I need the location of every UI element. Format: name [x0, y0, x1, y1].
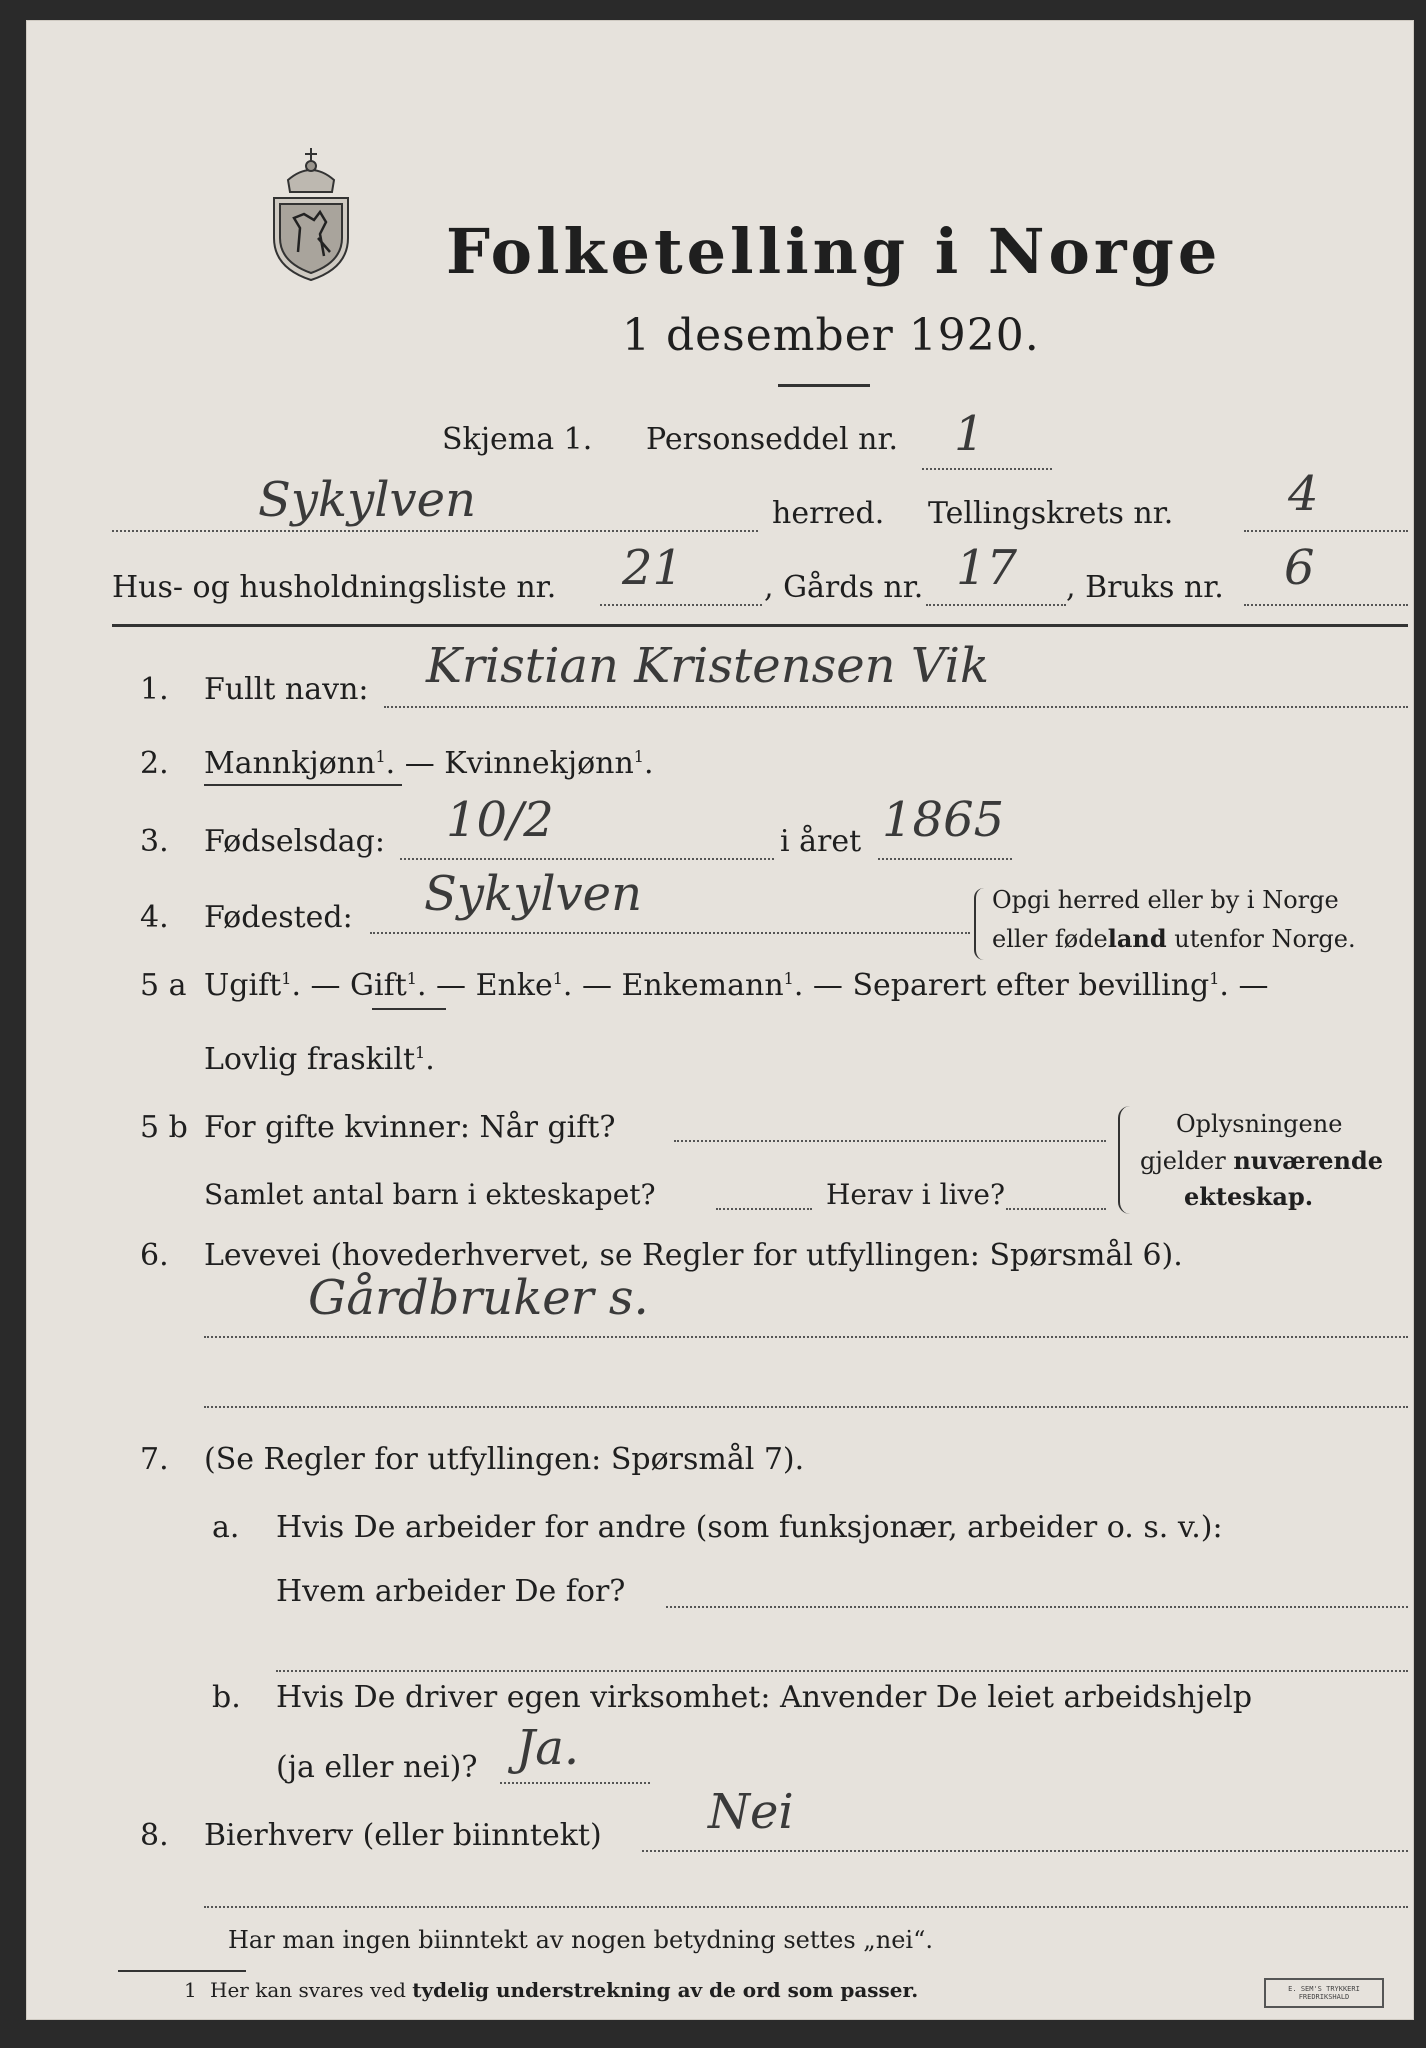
- herred-field: [112, 530, 758, 532]
- herred-value: Sykylven: [258, 472, 476, 528]
- q4-note-line2: [992, 924, 1356, 953]
- header-rule: [112, 624, 1408, 627]
- census-date: 1 desember 1920.: [622, 310, 1040, 361]
- q5b-note2a: gjelder: [1140, 1147, 1234, 1175]
- q8-field2: [204, 1906, 1408, 1908]
- personseddel-field: [922, 468, 1052, 470]
- personseddel-label: Personseddel nr.: [646, 422, 899, 457]
- q3-year-label: i året: [780, 824, 862, 859]
- q5b-field3: [1006, 1208, 1106, 1210]
- census-form-page: [26, 20, 1414, 2020]
- q7b-letter: b.: [212, 1680, 241, 1715]
- tellingskrets-value: 4: [1288, 466, 1319, 522]
- q5a-sup-4: 1: [783, 969, 794, 988]
- q2-end: .: [643, 746, 654, 781]
- q2-sep: . —: [385, 746, 445, 781]
- q5b-note2: [1140, 1146, 1383, 1175]
- hus-label: Hus- og husholdningsliste nr.: [112, 570, 557, 605]
- q4-note2a: eller føde: [992, 925, 1108, 953]
- q3-number: 3.: [140, 824, 169, 859]
- q2-text: [204, 746, 654, 781]
- q7b-line2: (ja eller nei)?: [276, 1750, 478, 1785]
- q1-value: Kristian Kristensen Vik: [426, 638, 990, 694]
- q6-field2: [204, 1406, 1408, 1408]
- personseddel-value: 1: [954, 406, 985, 462]
- hus-value: 21: [622, 540, 684, 596]
- q5a-gift-underline: [372, 1008, 446, 1010]
- q8-field1: [642, 1850, 1408, 1852]
- q3-day-value: 10/2: [446, 792, 554, 848]
- bruks-value: 6: [1284, 540, 1315, 596]
- q2-female: Kvinnekjønn: [444, 746, 634, 781]
- q7a-field2: [276, 1670, 1408, 1672]
- norwegian-coat-of-arms-icon: [270, 142, 352, 282]
- q6-value: Gårdbruker s.: [308, 1270, 649, 1326]
- q4-label: Fødested:: [204, 900, 353, 935]
- tellingskrets-field: [1244, 530, 1408, 532]
- q7a-line1: Hvis De arbeider for andre (som funksjonær, arbeider o. s. v.):: [276, 1510, 1223, 1545]
- q3-day-field: [400, 858, 774, 860]
- q5b-line1: For gifte kvinner: Når gift?: [204, 1110, 616, 1145]
- q4-note-brace: [974, 888, 990, 960]
- printer-stamp-text: E. SEM'S TRYKKERI FREDRIKSHALD: [1288, 1985, 1360, 2001]
- title-divider: [778, 384, 870, 387]
- q5a-sup-3: 1: [552, 969, 563, 988]
- footnote-text-a: Her kan svares ved: [210, 1978, 413, 2002]
- q5a-enke: Enke: [475, 968, 553, 1003]
- q5a-sup-6: 1: [415, 1043, 426, 1062]
- note-nei: Har man ingen biinntekt av nogen betydning settes „nei“.: [228, 1926, 933, 1954]
- q2-male-underline: [204, 784, 402, 786]
- q8-number: 8.: [140, 1818, 169, 1853]
- gards-label: , Gårds nr.: [764, 570, 924, 605]
- q2-sup-female: 1: [633, 747, 644, 766]
- q5a-separert: Separert efter bevilling: [852, 968, 1210, 1003]
- q2-male: Mannkjønn: [204, 746, 376, 781]
- herred-label: herred.: [772, 496, 885, 531]
- q8-value: Nei: [708, 1784, 794, 1840]
- q5b-field1: [674, 1140, 1106, 1142]
- q3-label: Fødselsdag:: [204, 824, 385, 859]
- q6-field1: [204, 1336, 1408, 1338]
- q7-label: (Se Regler for utfyllingen: Spørsmål 7).: [204, 1442, 805, 1477]
- footnote-rule: [118, 1970, 246, 1972]
- q1-label: Fullt navn:: [204, 672, 369, 707]
- footnote-mark: 1: [184, 1978, 197, 2002]
- q5b-number: 5 b: [140, 1110, 188, 1145]
- q4-number: 4.: [140, 900, 169, 935]
- q4-note2b: land: [1107, 924, 1167, 953]
- q5a-options: Ugift$^1$. — Gift$^1$. — Enke$^1$. — Enkemann$^1$. — Separert efter bevilling$^1$. —: [204, 968, 1269, 1003]
- hus-field: [600, 604, 762, 606]
- q4-note-line1: Opgi herred eller by i Norge: [992, 886, 1339, 914]
- q5b-line2b: Herav i live?: [826, 1178, 1005, 1211]
- q5a-sup-2: 1: [406, 969, 417, 988]
- q5b-note2b: nuværende: [1233, 1146, 1384, 1175]
- footnote-text-b: tydelig understrekning av de ord som passer.: [412, 1978, 919, 2002]
- q5a-gift: Gift: [350, 968, 407, 1003]
- q5b-field2: [716, 1208, 812, 1210]
- tellingskrets-label: Tellingskrets nr.: [928, 496, 1174, 531]
- q6-label: Levevei (hovederhvervet, se Regler for utfyllingen: Spørsmål 6).: [204, 1238, 1183, 1273]
- gards-value: 17: [956, 540, 1018, 596]
- q5b-line2a: Samlet antal barn i ekteskapet?: [204, 1178, 656, 1211]
- form-title: Folketelling i Norge: [446, 215, 1222, 288]
- q7a-field1: [666, 1606, 1408, 1608]
- footnote-text: [210, 1978, 918, 2002]
- gards-field: [926, 604, 1066, 606]
- q6-number: 6.: [140, 1238, 169, 1273]
- q2-sup-male: 1: [375, 747, 386, 766]
- q3-year-field: [878, 858, 1012, 860]
- q5a-fraskilt: Lovlig fraskilt: [204, 1042, 416, 1077]
- q5a-sup-5: 1: [1209, 969, 1220, 988]
- q5a-enkemann: Enkemann: [621, 968, 784, 1003]
- q4-value: Sykylven: [424, 866, 642, 922]
- q7-number: 7.: [140, 1442, 169, 1477]
- q5b-note-brace: [1118, 1106, 1134, 1214]
- q1-number: 1.: [140, 672, 169, 707]
- q7a-line2: Hvem arbeider De for?: [276, 1574, 626, 1609]
- q8-label: Bierhverv (eller biinntekt): [204, 1818, 602, 1853]
- q7b-value: Ja.: [516, 1720, 580, 1776]
- q5a-line2: Lovlig fraskilt$^1$.: [204, 1042, 435, 1077]
- q5a-number: 5 a: [140, 968, 187, 1003]
- bruks-label: , Bruks nr.: [1066, 570, 1224, 605]
- q4-note2c: utenfor Norge.: [1166, 925, 1356, 953]
- q4-field: [370, 932, 970, 934]
- q5b-note3: ekteskap.: [1184, 1182, 1314, 1211]
- q2-number: 2.: [140, 746, 169, 781]
- bruks-field: [1244, 604, 1408, 606]
- q3-year-value: 1865: [882, 792, 1005, 848]
- q5a-sup-1: 1: [281, 969, 292, 988]
- q7b-line1: Hvis De driver egen virksomhet: Anvender De leiet arbeidshjelp: [276, 1680, 1253, 1715]
- skjema-label: Skjema 1.: [442, 422, 593, 457]
- q5b-note1: Oplysningene: [1176, 1110, 1343, 1138]
- q5a-ugift: Ugift: [204, 968, 282, 1003]
- printer-stamp: [1264, 1978, 1384, 2008]
- q7a-letter: a.: [212, 1510, 240, 1545]
- q1-field: [384, 706, 1408, 708]
- q7b-field: [500, 1782, 650, 1784]
